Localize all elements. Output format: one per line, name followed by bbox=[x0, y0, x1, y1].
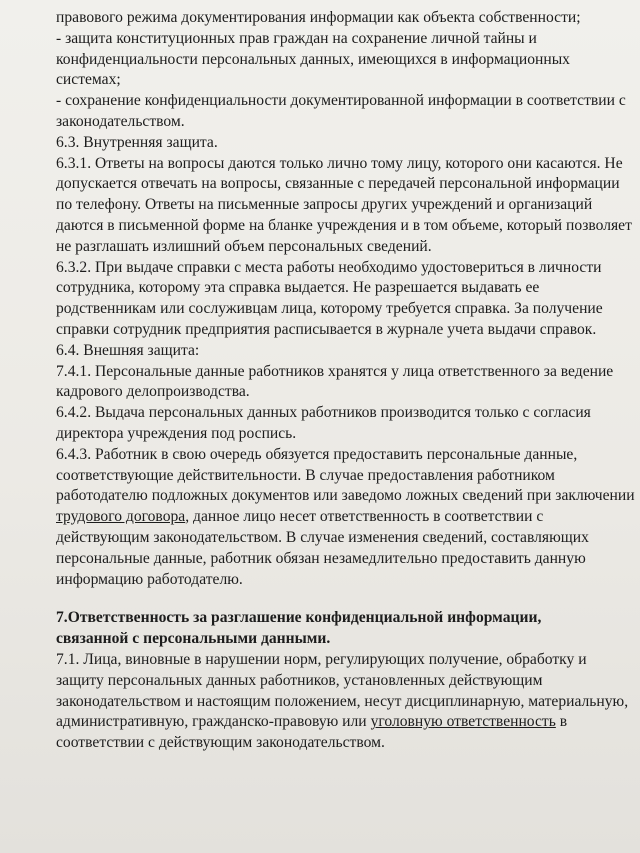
document-body bbox=[56, 8, 636, 754]
paragraph-7-4-1: 7.4.1. Персональные данные работников хранятся у лица ответственного за ведение кадрового делопроизводства. bbox=[56, 362, 614, 401]
paragraph-6-4-3-text-b: , данное лицо несет ответственность в соответствии с действующим законодательством. В случае изменения сведений, составляющих персональные данные, работник обязан незамедлительно предоставить данную информацию работодателю. bbox=[56, 508, 589, 588]
paragraph-6-3-2: 6.3.2. При выдаче справки с места работы необходимо удостовериться в личности сотрудника, которому эта справка выдается. Не разрешается выдавать ее родственникам или сослуживцам лица, которому требуется справка. За получение справки сотрудник предприятия расписывается в журнале учета выдачи справок. bbox=[56, 258, 603, 338]
labor-contract-link[interactable]: трудового договора bbox=[56, 508, 186, 526]
paragraph-confidentiality: - сохранение конфиденциальности документированной информации в соответствии с законодательством. bbox=[56, 92, 626, 130]
criminal-liability-link[interactable]: уголовную ответственность bbox=[370, 713, 556, 731]
paragraph-intro: правового режима документирования информации как объекта собственности; bbox=[56, 9, 581, 26]
paragraph-6-4-3-text-a: 6.4.3. Работник в свою очередь обязуется предоставить персональные данные, соответствующие действительности. В случае предоставления работником работодателю подложных документов или заведомо ложных сведений при заключении bbox=[56, 445, 635, 505]
paragraph-6-4-3 bbox=[56, 445, 636, 591]
section-7-heading: 7.Ответственность за разглашение конфиденциальной информации, bbox=[56, 609, 542, 627]
paragraph-constitutional-rights: - защита конституционных прав граждан на сохранение личной тайны и конфиденциальности персональных данных, имеющихся в информационных системах; bbox=[56, 29, 570, 89]
paragraph-6-4-2: 6.4.2. Выдача персональных данных работников производится только с согласия директора учреждения под роспись. bbox=[56, 404, 591, 442]
paragraph-7-1-text-b: в соответствии с действующим законодательством. bbox=[56, 713, 568, 752]
section-7-heading-continued: связанной с персональными данными. bbox=[56, 630, 331, 648]
section-external-protection: 6.4. Внешняя защита: bbox=[56, 341, 200, 359]
paragraph-7-1 bbox=[56, 650, 636, 754]
paragraph-6-3-1: 6.3.1. Ответы на вопросы даются только лично тому лицу, которого они касаются. Не допускается отвечать на вопросы, связанные с передачей персональной информации по телефону. Ответы на письменные запросы других учреждений и организаций даются в письменной форме на бланке учреждения и в том объеме, который позволяет не разглашать излишний объем персональных сведений. bbox=[56, 154, 632, 255]
section-internal-protection: 6.3. Внутренняя защита. bbox=[56, 133, 218, 151]
paragraph-7-1-text-a: 7.1. Лица, виновные в нарушении норм, регулирующих получение, обработку и защиту персональных данных работников, установленных действующим законодательством и настоящим положением, несут дисциплинарную, материальную, административную, гражданско-правовую или bbox=[56, 650, 629, 731]
